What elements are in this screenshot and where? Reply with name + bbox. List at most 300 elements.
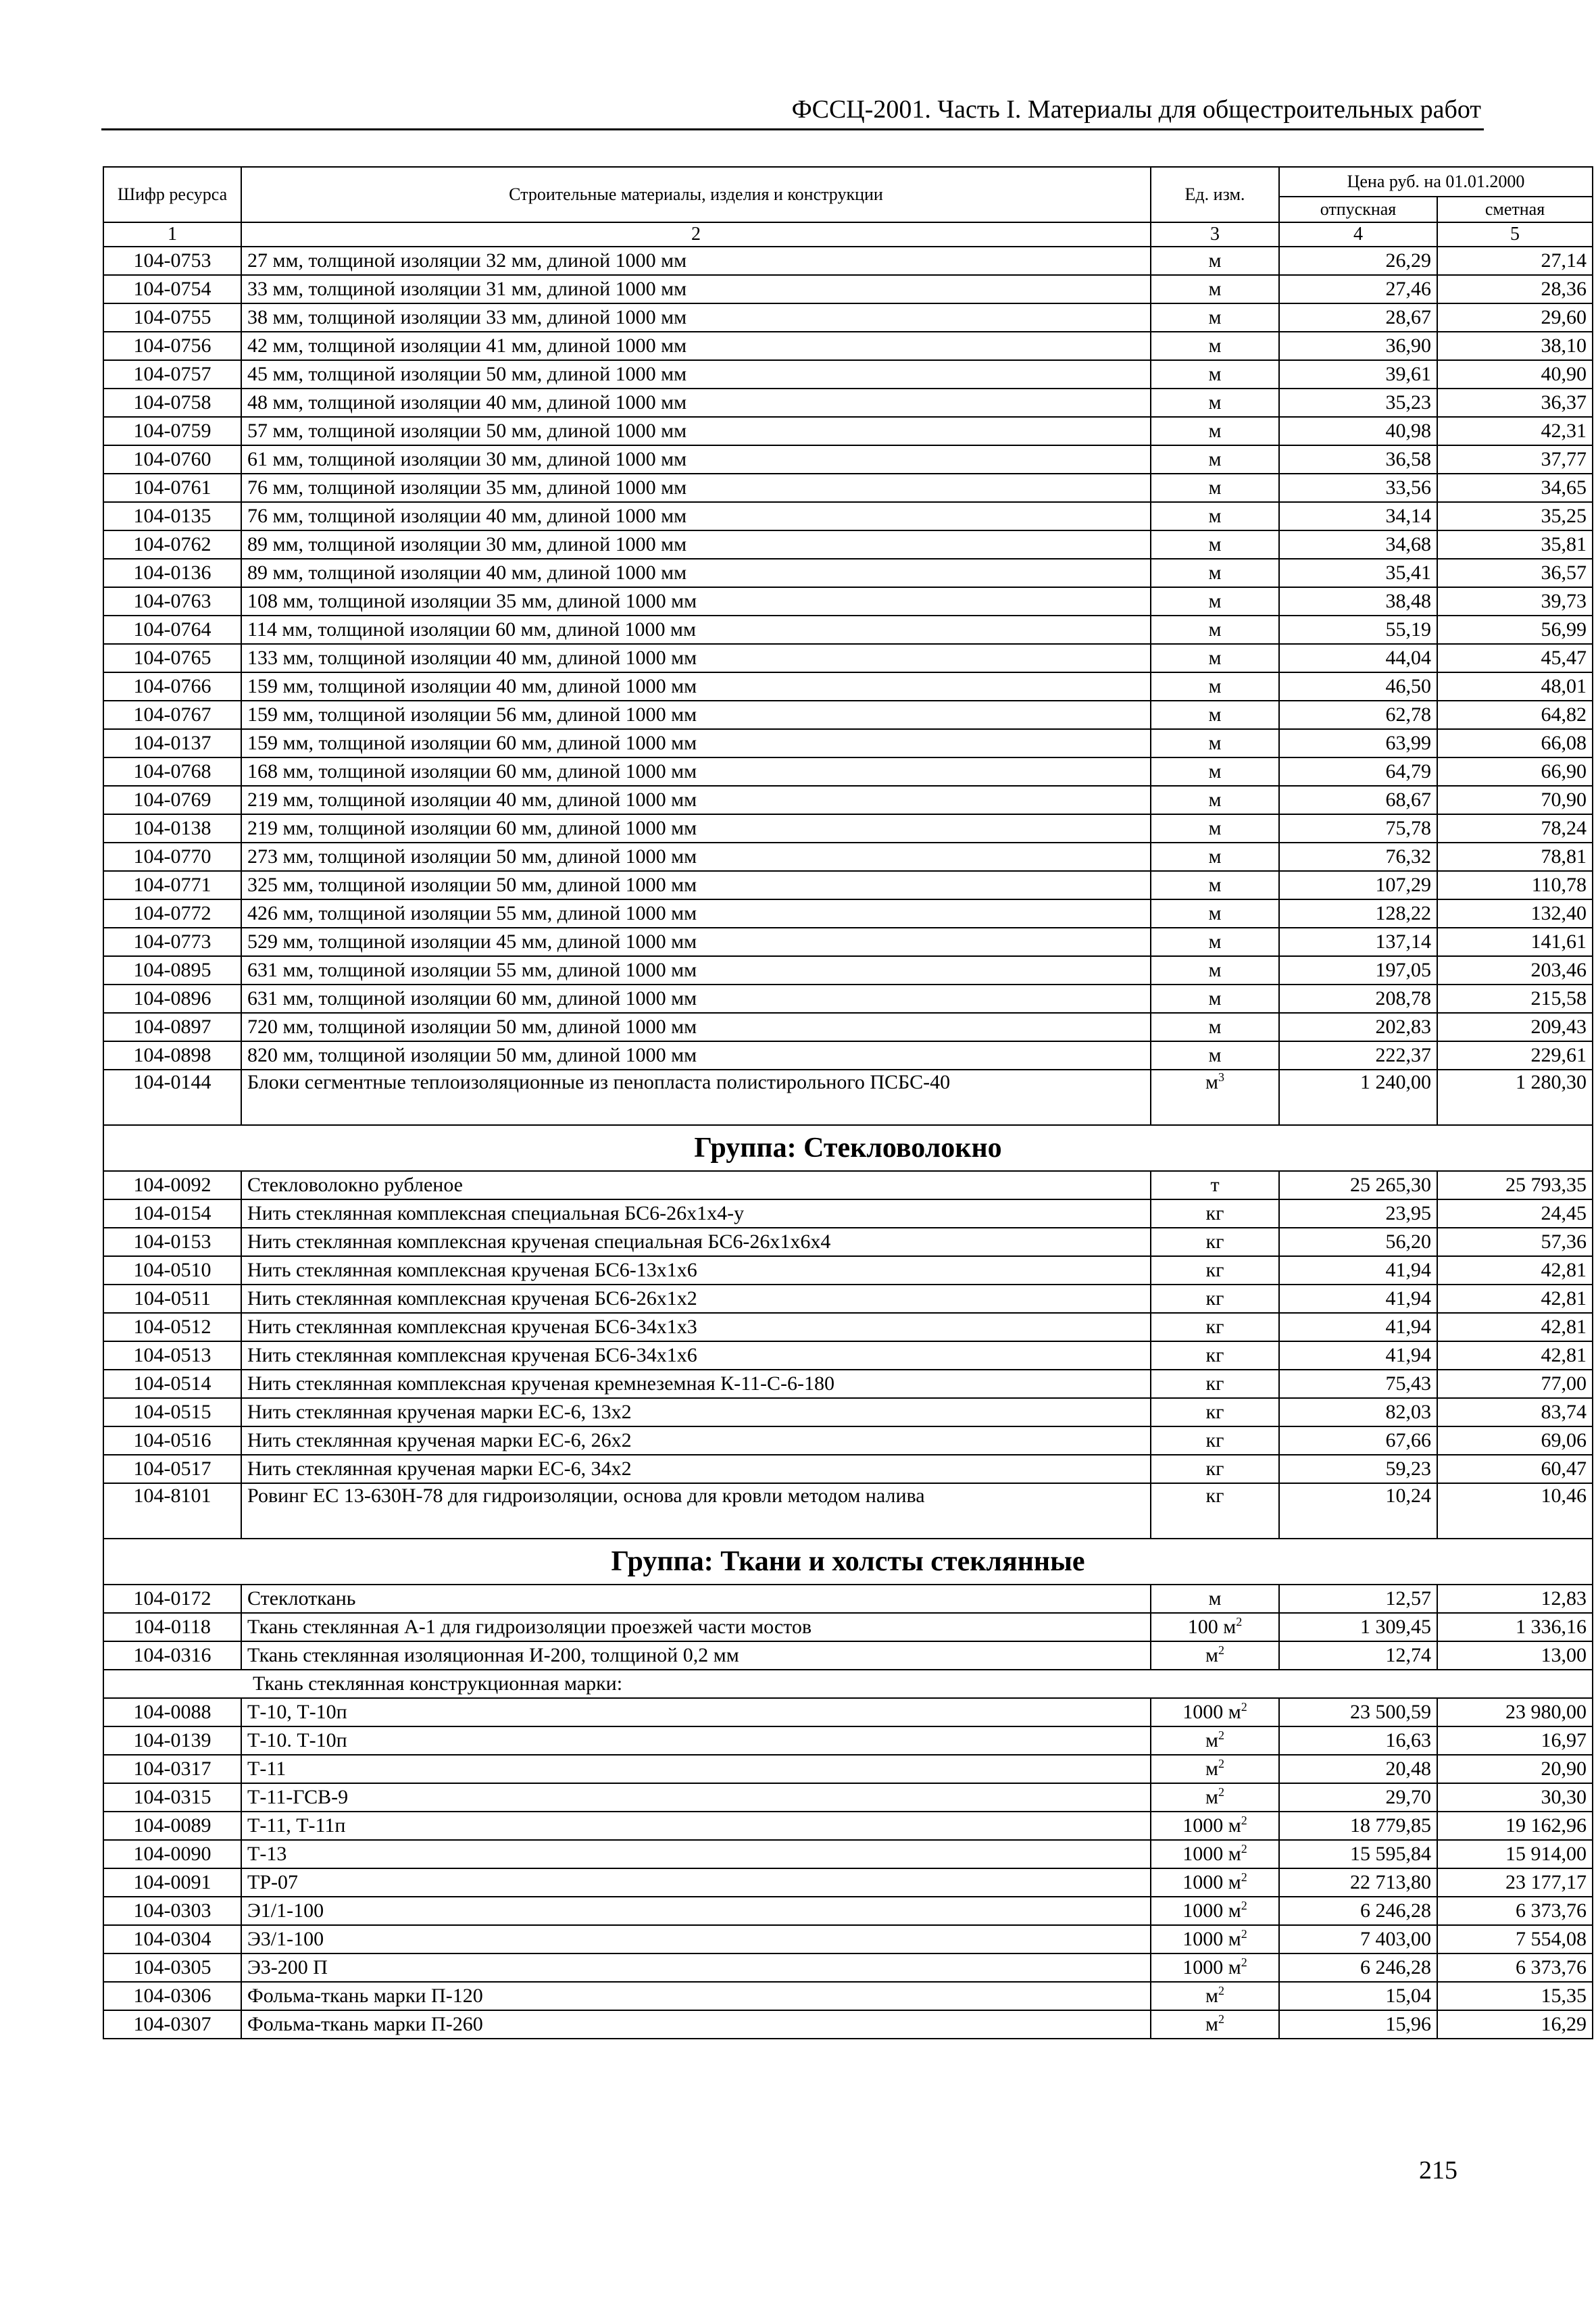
row-code: 104-0091 (103, 1868, 241, 1897)
row-estimate-price: 28,36 (1437, 275, 1593, 303)
row-name: 219 мм, толщиной изоляции 60 мм, длиной 1000 мм (241, 814, 1151, 843)
row-name: Нить стеклянная комплексная специальная БС6-26х1х4-у (241, 1199, 1151, 1228)
header-price: Цена руб. на 01.01.2000 (1279, 167, 1593, 197)
table-row (103, 1426, 1593, 1455)
row-code: 104-0765 (103, 644, 241, 672)
table-row (103, 956, 1593, 985)
row-estimate-price: 42,81 (1437, 1341, 1593, 1370)
row-code: 104-0772 (103, 899, 241, 928)
row-release-price: 34,14 (1279, 502, 1437, 530)
row-code: 104-0089 (103, 1812, 241, 1840)
row-release-price: 16,63 (1279, 1726, 1437, 1755)
header-name: Строительные материалы, изделия и конструкции (241, 167, 1151, 222)
table-row (103, 360, 1593, 389)
row-unit: м (1151, 389, 1279, 417)
row-unit: 1000 $м^2$ (1151, 1812, 1279, 1840)
table-row (103, 1013, 1593, 1041)
group-title-fiberglass: Группа: Стекловолокно (103, 1125, 1593, 1171)
table-row (103, 1041, 1593, 1070)
row-unit: кг (1151, 1256, 1279, 1285)
row-estimate-price: 64,82 (1437, 701, 1593, 729)
row-release-price: 38,48 (1279, 587, 1437, 616)
row-release-price: 137,14 (1279, 928, 1437, 956)
row-name: Нить стеклянная крученая марки ЕС-6, 34х2 (241, 1455, 1151, 1483)
row-name: 325 мм, толщиной изоляции 50 мм, длиной 1000 мм (241, 871, 1151, 899)
row-code: 104-0303 (103, 1897, 241, 1925)
row-release-price: 35,41 (1279, 559, 1437, 587)
row-release-price: 18 779,85 (1279, 1812, 1437, 1840)
row-code: 104-0510 (103, 1256, 241, 1285)
row-release-price: 33,56 (1279, 474, 1437, 502)
row-release-price: 41,94 (1279, 1341, 1437, 1370)
row-unit: кг (1151, 1228, 1279, 1256)
row-unit: кг (1151, 1341, 1279, 1370)
header-title: ФССЦ-2001. Часть I. Материалы для общестроительных работ (791, 95, 1481, 124)
row-unit: кг (1151, 1313, 1279, 1341)
row-code: 104-0172 (103, 1585, 241, 1613)
row-name: Ткань стеклянная А-1 для гидроизоляции проезжей части мостов (241, 1613, 1151, 1641)
row-release-price: 23,95 (1279, 1199, 1437, 1228)
row-code: 104-0516 (103, 1426, 241, 1455)
table-row (103, 1256, 1593, 1285)
row-name: 48 мм, толщиной изоляции 40 мм, длиной 1000 мм (241, 389, 1151, 417)
table-row (103, 644, 1593, 672)
row-estimate-price: 39,73 (1437, 587, 1593, 616)
row-unit: м (1151, 502, 1279, 530)
row-estimate-price: 78,24 (1437, 814, 1593, 843)
row-unit: 1000 $м^2$ (1151, 1698, 1279, 1726)
table-row (103, 2010, 1593, 2039)
col-number-4: 4 (1279, 222, 1437, 247)
table-row (103, 332, 1593, 360)
table-row (103, 843, 1593, 871)
row-name: Т-11 (241, 1755, 1151, 1783)
row-name: Нить стеклянная комплексная крученая БС6-26х1х2 (241, 1285, 1151, 1313)
row-estimate-price: 38,10 (1437, 332, 1593, 360)
row-release-price: 59,23 (1279, 1455, 1437, 1483)
row-release-price: 15,04 (1279, 1982, 1437, 2010)
row-name: Э1/1-100 (241, 1897, 1151, 1925)
table-row (103, 1483, 1593, 1539)
row-unit: м (1151, 360, 1279, 389)
row-code: 104-0769 (103, 786, 241, 814)
row-unit: 1000 $м^2$ (1151, 1868, 1279, 1897)
table-row (103, 701, 1593, 729)
row-estimate-price: 35,81 (1437, 530, 1593, 559)
row-code: 104-0512 (103, 1313, 241, 1341)
row-release-price: 40,98 (1279, 417, 1437, 445)
row-code: 104-0315 (103, 1783, 241, 1812)
row-release-price: 39,61 (1279, 360, 1437, 389)
row-name: Фольма-ткань марки П-260 (241, 2010, 1151, 2039)
row-estimate-price: 35,25 (1437, 502, 1593, 530)
row-code: 104-0090 (103, 1840, 241, 1868)
row-name: Э3/1-100 (241, 1925, 1151, 1953)
row-release-price: 197,05 (1279, 956, 1437, 985)
table-row (103, 814, 1593, 843)
row-name: 57 мм, толщиной изоляции 50 мм, длиной 1000 мм (241, 417, 1151, 445)
row-release-price: 7 403,00 (1279, 1925, 1437, 1953)
table-row (103, 587, 1593, 616)
row-estimate-price: 78,81 (1437, 843, 1593, 871)
row-release-price: 63,99 (1279, 729, 1437, 757)
row-code: 104-0153 (103, 1228, 241, 1256)
row-release-price: 29,70 (1279, 1783, 1437, 1812)
row-name: 76 мм, толщиной изоляции 35 мм, длиной 1000 мм (241, 474, 1151, 502)
row-code: 104-0305 (103, 1953, 241, 1982)
subheader-row (103, 1670, 1593, 1698)
row-release-price: 67,66 (1279, 1426, 1437, 1455)
row-unit: $м^2$ (1151, 1982, 1279, 2010)
row-release-price: 75,43 (1279, 1370, 1437, 1398)
table-row (103, 474, 1593, 502)
table-row (103, 1897, 1593, 1925)
row-code: 104-0759 (103, 417, 241, 445)
row-unit: м (1151, 814, 1279, 843)
row-estimate-price: 203,46 (1437, 956, 1593, 985)
group-heading-row (103, 1125, 1593, 1171)
section-insulated-pipes (103, 247, 1593, 1070)
row-release-price: 82,03 (1279, 1398, 1437, 1426)
row-estimate-price: 48,01 (1437, 672, 1593, 701)
table-row (103, 928, 1593, 956)
row-code: 104-0773 (103, 928, 241, 956)
row-name: Т-11-ГСВ-9 (241, 1783, 1151, 1812)
row-code: 104-0154 (103, 1199, 241, 1228)
row-name: Фольма-ткань марки П-120 (241, 1982, 1151, 2010)
row-estimate-price: 42,81 (1437, 1285, 1593, 1313)
table-row (103, 1455, 1593, 1483)
table-row (103, 729, 1593, 757)
row-release-price: 36,58 (1279, 445, 1437, 474)
table-row (103, 899, 1593, 928)
header-release: отпускная (1279, 197, 1437, 222)
row-estimate-price: 15,35 (1437, 1982, 1593, 2010)
row-release-price: 6 246,28 (1279, 1897, 1437, 1925)
col-number-3: 3 (1151, 222, 1279, 247)
row-estimate-price: 10,46 (1437, 1483, 1593, 1539)
section-blocks (103, 1070, 1593, 1171)
row-release-price: 1 240,00 (1279, 1070, 1437, 1125)
group-title-fabrics: Группа: Ткани и холсты стеклянные (103, 1539, 1593, 1585)
row-unit: м (1151, 786, 1279, 814)
row-name: Нить стеклянная крученая марки ЕС-6, 13х2 (241, 1398, 1151, 1426)
row-estimate-price: 66,08 (1437, 729, 1593, 757)
row-release-price: 75,78 (1279, 814, 1437, 843)
row-code: 104-0755 (103, 303, 241, 332)
row-unit: 100 $м^2$ (1151, 1613, 1279, 1641)
table-row (103, 786, 1593, 814)
row-release-price: 56,20 (1279, 1228, 1437, 1256)
table-row (103, 275, 1593, 303)
row-estimate-price: 229,61 (1437, 1041, 1593, 1070)
table-row (103, 502, 1593, 530)
table-row (103, 559, 1593, 587)
row-code: 104-0763 (103, 587, 241, 616)
table-row (103, 1285, 1593, 1313)
row-unit: м (1151, 303, 1279, 332)
row-unit: кг (1151, 1285, 1279, 1313)
row-unit: кг (1151, 1370, 1279, 1398)
row-unit: кг (1151, 1199, 1279, 1228)
table-row (103, 1585, 1593, 1613)
row-name: 45 мм, толщиной изоляции 50 мм, длиной 1000 мм (241, 360, 1151, 389)
table-row (103, 1925, 1593, 1953)
table-row (103, 1726, 1593, 1755)
row-release-price: 15 595,84 (1279, 1840, 1437, 1868)
row-code: 104-0896 (103, 985, 241, 1013)
row-release-price: 28,67 (1279, 303, 1437, 332)
table-row (103, 1812, 1593, 1840)
row-name: 61 мм, толщиной изоляции 30 мм, длиной 1000 мм (241, 445, 1151, 474)
group-heading-row (103, 1539, 1593, 1585)
row-estimate-price: 1 280,30 (1437, 1070, 1593, 1125)
row-code: 104-8101 (103, 1483, 241, 1539)
table-row (103, 1755, 1593, 1783)
table-row (103, 1953, 1593, 1982)
row-unit: м (1151, 644, 1279, 672)
col-number-1: 1 (103, 222, 241, 247)
row-code: 104-0144 (103, 1070, 241, 1125)
row-unit: м (1151, 445, 1279, 474)
table-row (103, 757, 1593, 786)
row-code: 104-0139 (103, 1726, 241, 1755)
row-release-price: 222,37 (1279, 1041, 1437, 1070)
row-unit: кг (1151, 1455, 1279, 1483)
row-name: Т-10, Т-10п (241, 1698, 1151, 1726)
row-name: 114 мм, толщиной изоляции 60 мм, длиной 1000 мм (241, 616, 1151, 644)
table-row (103, 530, 1593, 559)
row-code: 104-0764 (103, 616, 241, 644)
row-estimate-price: 66,90 (1437, 757, 1593, 786)
table-row (103, 1698, 1593, 1726)
section-folma-fabrics (103, 1982, 1593, 2039)
row-name: Нить стеклянная комплексная крученая БС6-13х1х6 (241, 1256, 1151, 1285)
row-code: 104-0756 (103, 332, 241, 360)
row-name: 159 мм, толщиной изоляции 40 мм, длиной 1000 мм (241, 672, 1151, 701)
row-code: 104-0306 (103, 1982, 241, 2010)
row-unit: м (1151, 843, 1279, 871)
table-row (103, 1982, 1593, 2010)
row-unit: м (1151, 757, 1279, 786)
row-estimate-price: 110,78 (1437, 871, 1593, 899)
row-unit: м (1151, 1585, 1279, 1613)
row-unit: м (1151, 587, 1279, 616)
row-code: 104-0758 (103, 389, 241, 417)
row-release-price: 25 265,30 (1279, 1171, 1437, 1199)
row-unit: $м^2$ (1151, 1783, 1279, 1812)
row-estimate-price: 29,60 (1437, 303, 1593, 332)
row-release-price: 26,29 (1279, 247, 1437, 275)
row-release-price: 20,48 (1279, 1755, 1437, 1783)
row-name: 529 мм, толщиной изоляции 45 мм, длиной 1000 мм (241, 928, 1151, 956)
section-fiberglass (103, 1171, 1593, 1483)
row-name: ТР-07 (241, 1868, 1151, 1897)
table-row (103, 1171, 1593, 1199)
row-code: 104-0137 (103, 729, 241, 757)
row-estimate-price: 36,37 (1437, 389, 1593, 417)
row-estimate-price: 83,74 (1437, 1398, 1593, 1426)
section-roving (103, 1483, 1593, 1585)
row-estimate-price: 37,77 (1437, 445, 1593, 474)
row-estimate-price: 42,31 (1437, 417, 1593, 445)
col-number-2: 2 (241, 222, 1151, 247)
row-code: 104-0316 (103, 1641, 241, 1670)
row-estimate-price: 15 914,00 (1437, 1840, 1593, 1868)
row-release-price: 12,57 (1279, 1585, 1437, 1613)
row-code: 104-0897 (103, 1013, 241, 1041)
row-estimate-price: 141,61 (1437, 928, 1593, 956)
row-code: 104-0135 (103, 502, 241, 530)
row-unit: м (1151, 701, 1279, 729)
row-release-price: 44,04 (1279, 644, 1437, 672)
table-row (103, 1783, 1593, 1812)
row-name: 631 мм, толщиной изоляции 55 мм, длиной 1000 мм (241, 956, 1151, 985)
row-unit: 1000 $м^2$ (1151, 1840, 1279, 1868)
row-name: Нить стеклянная комплексная крученая БС6-34х1х6 (241, 1341, 1151, 1370)
row-unit: м (1151, 559, 1279, 587)
row-name: 42 мм, толщиной изоляции 41 мм, длиной 1000 мм (241, 332, 1151, 360)
row-release-price: 6 246,28 (1279, 1953, 1437, 1982)
row-unit: $м^2$ (1151, 1755, 1279, 1783)
row-code: 104-0762 (103, 530, 241, 559)
row-release-price: 62,78 (1279, 701, 1437, 729)
row-release-price: 12,74 (1279, 1641, 1437, 1670)
row-unit: м (1151, 871, 1279, 899)
table-row (103, 417, 1593, 445)
row-code: 104-0515 (103, 1398, 241, 1426)
row-code: 104-0317 (103, 1755, 241, 1783)
row-unit: 1000 $м^2$ (1151, 1953, 1279, 1982)
row-estimate-price: 40,90 (1437, 360, 1593, 389)
table-row (103, 616, 1593, 644)
row-name: 159 мм, толщиной изоляции 56 мм, длиной 1000 мм (241, 701, 1151, 729)
section-structural-fabrics (103, 1698, 1593, 1982)
row-name: 273 мм, толщиной изоляции 50 мм, длиной 1000 мм (241, 843, 1151, 871)
row-estimate-price: 215,58 (1437, 985, 1593, 1013)
row-code: 104-0118 (103, 1613, 241, 1641)
row-release-price: 1 309,45 (1279, 1613, 1437, 1641)
row-name: Нить стеклянная комплексная крученая специальная БС6-26х1х6х4 (241, 1228, 1151, 1256)
row-estimate-price: 23 980,00 (1437, 1698, 1593, 1726)
row-release-price: 107,29 (1279, 871, 1437, 899)
row-estimate-price: 6 373,76 (1437, 1953, 1593, 1982)
row-name: 133 мм, толщиной изоляции 40 мм, длиной 1000 мм (241, 644, 1151, 672)
row-name: Стекловолокно рубленое (241, 1171, 1151, 1199)
row-estimate-price: 30,30 (1437, 1783, 1593, 1812)
price-table (103, 166, 1593, 2039)
row-unit: м (1151, 729, 1279, 757)
row-release-price: 128,22 (1279, 899, 1437, 928)
table-row (103, 1613, 1593, 1641)
row-unit: м (1151, 275, 1279, 303)
row-unit: м (1151, 956, 1279, 985)
row-name: 426 мм, толщиной изоляции 55 мм, длиной 1000 мм (241, 899, 1151, 928)
row-estimate-price: 209,43 (1437, 1013, 1593, 1041)
row-name: 89 мм, толщиной изоляции 40 мм, длиной 1000 мм (241, 559, 1151, 587)
table-row (103, 389, 1593, 417)
row-name: Блоки сегментные теплоизоляционные из пенопласта полистирольного ПСБС-40 (241, 1070, 1151, 1125)
row-unit: м (1151, 332, 1279, 360)
row-name: 76 мм, толщиной изоляции 40 мм, длиной 1000 мм (241, 502, 1151, 530)
row-estimate-price: 42,81 (1437, 1313, 1593, 1341)
row-release-price: 76,32 (1279, 843, 1437, 871)
table-row (103, 247, 1593, 275)
section-fabrics (103, 1585, 1593, 1670)
row-name: 820 мм, толщиной изоляции 50 мм, длиной 1000 мм (241, 1041, 1151, 1070)
table-row (103, 1341, 1593, 1370)
row-unit: м (1151, 530, 1279, 559)
row-unit: 1000 $м^2$ (1151, 1897, 1279, 1925)
section-subheader (103, 1670, 1593, 1698)
table-row (103, 1370, 1593, 1398)
row-name: 168 мм, толщиной изоляции 60 мм, длиной 1000 мм (241, 757, 1151, 786)
row-release-price: 41,94 (1279, 1285, 1437, 1313)
header-code: Шифр ресурса (103, 167, 241, 222)
col-number-5: 5 (1437, 222, 1593, 247)
table-row (103, 1070, 1593, 1125)
row-unit: кг (1151, 1398, 1279, 1426)
row-estimate-price: 16,97 (1437, 1726, 1593, 1755)
row-name: Т-10. Т-10п (241, 1726, 1151, 1755)
table-row (103, 445, 1593, 474)
row-unit: м (1151, 928, 1279, 956)
table-row (103, 985, 1593, 1013)
row-release-price: 27,46 (1279, 275, 1437, 303)
row-unit: $м^2$ (1151, 2010, 1279, 2039)
row-unit: $м^2$ (1151, 1726, 1279, 1755)
row-code: 104-0088 (103, 1698, 241, 1726)
table-row (103, 1313, 1593, 1341)
row-name: 219 мм, толщиной изоляции 40 мм, длиной 1000 мм (241, 786, 1151, 814)
row-name: Ровинг ЕС 13-630Н-78 для гидроизоляции, основа для кровли методом налива (241, 1483, 1151, 1539)
row-estimate-price: 23 177,17 (1437, 1868, 1593, 1897)
table-row (103, 1840, 1593, 1868)
row-estimate-price: 36,57 (1437, 559, 1593, 587)
row-unit: м (1151, 672, 1279, 701)
row-estimate-price: 27,14 (1437, 247, 1593, 275)
row-unit: м (1151, 1041, 1279, 1070)
row-code: 104-0138 (103, 814, 241, 843)
row-name: 720 мм, толщиной изоляции 50 мм, длиной 1000 мм (241, 1013, 1151, 1041)
row-unit: м (1151, 417, 1279, 445)
row-unit: м (1151, 616, 1279, 644)
row-estimate-price: 69,06 (1437, 1426, 1593, 1455)
row-name: Т-13 (241, 1840, 1151, 1868)
table-row (103, 871, 1593, 899)
row-estimate-price: 13,00 (1437, 1641, 1593, 1670)
table-row (103, 1199, 1593, 1228)
row-estimate-price: 19 162,96 (1437, 1812, 1593, 1840)
row-estimate-price: 7 554,08 (1437, 1925, 1593, 1953)
row-code: 104-0766 (103, 672, 241, 701)
table-row (103, 1228, 1593, 1256)
row-code: 104-0517 (103, 1455, 241, 1483)
row-name: Э3-200 П (241, 1953, 1151, 1982)
row-code: 104-0895 (103, 956, 241, 985)
page-number: 215 (1419, 2156, 1457, 2185)
row-estimate-price: 57,36 (1437, 1228, 1593, 1256)
row-name: 38 мм, толщиной изоляции 33 мм, длиной 1000 мм (241, 303, 1151, 332)
row-unit: кг (1151, 1426, 1279, 1455)
row-code: 104-0514 (103, 1370, 241, 1398)
row-estimate-price: 16,29 (1437, 2010, 1593, 2039)
row-unit: $м^3$ (1151, 1070, 1279, 1125)
row-unit: м (1151, 899, 1279, 928)
row-name: 631 мм, толщиной изоляции 60 мм, длиной 1000 мм (241, 985, 1151, 1013)
row-estimate-price: 132,40 (1437, 899, 1593, 928)
row-name: Нить стеклянная комплексная крученая БС6-34х1х3 (241, 1313, 1151, 1341)
